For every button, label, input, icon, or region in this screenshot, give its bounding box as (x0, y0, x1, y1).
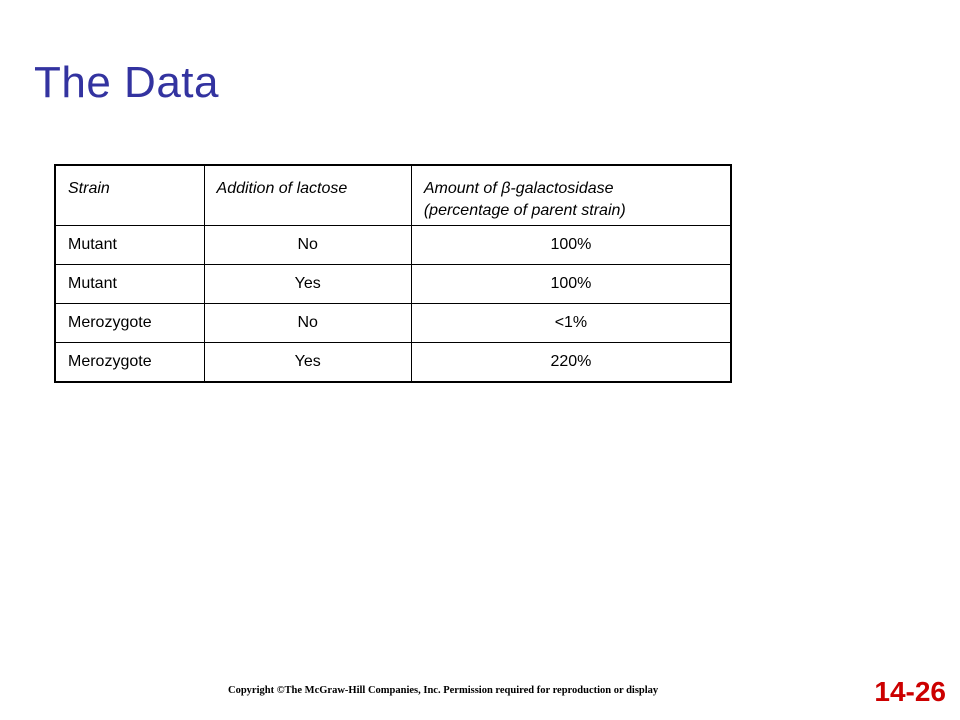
table-row (55, 264, 731, 303)
header-amount-line2: (percentage of parent strain) (423, 202, 626, 219)
amount-cell: 220% (411, 342, 731, 382)
lactose-cell: No (204, 303, 411, 342)
strain-cell: Merozygote (55, 303, 204, 342)
header-strain: Strain (55, 165, 204, 225)
table-row (55, 303, 731, 342)
data-table (54, 164, 732, 383)
copyright-notice: Copyright ©The McGraw-Hill Companies, Inc. Permission required for reproduction or display (228, 685, 659, 696)
table-row (55, 342, 731, 382)
lactose-cell: Yes (204, 264, 411, 303)
lactose-cell: Yes (204, 342, 411, 382)
amount-cell: <1% (411, 303, 731, 342)
slide-title: The Data (34, 58, 219, 107)
header-amount-prefix: Amount of (423, 180, 502, 197)
strain-cell: Merozygote (55, 342, 204, 382)
lactose-cell: No (204, 225, 411, 264)
table-header-row (55, 165, 731, 225)
strain-cell: Mutant (55, 225, 204, 264)
strain-cell: Mutant (55, 264, 204, 303)
slide-number: 14-26 (874, 676, 946, 707)
header-amount (411, 165, 731, 225)
header-amount-suffix: -galactosidase (510, 180, 614, 197)
beta-symbol: β (501, 180, 511, 197)
header-addition-of-lactose: Addition of lactose (204, 165, 411, 225)
amount-cell: 100% (411, 225, 731, 264)
amount-cell: 100% (411, 264, 731, 303)
table-row (55, 225, 731, 264)
